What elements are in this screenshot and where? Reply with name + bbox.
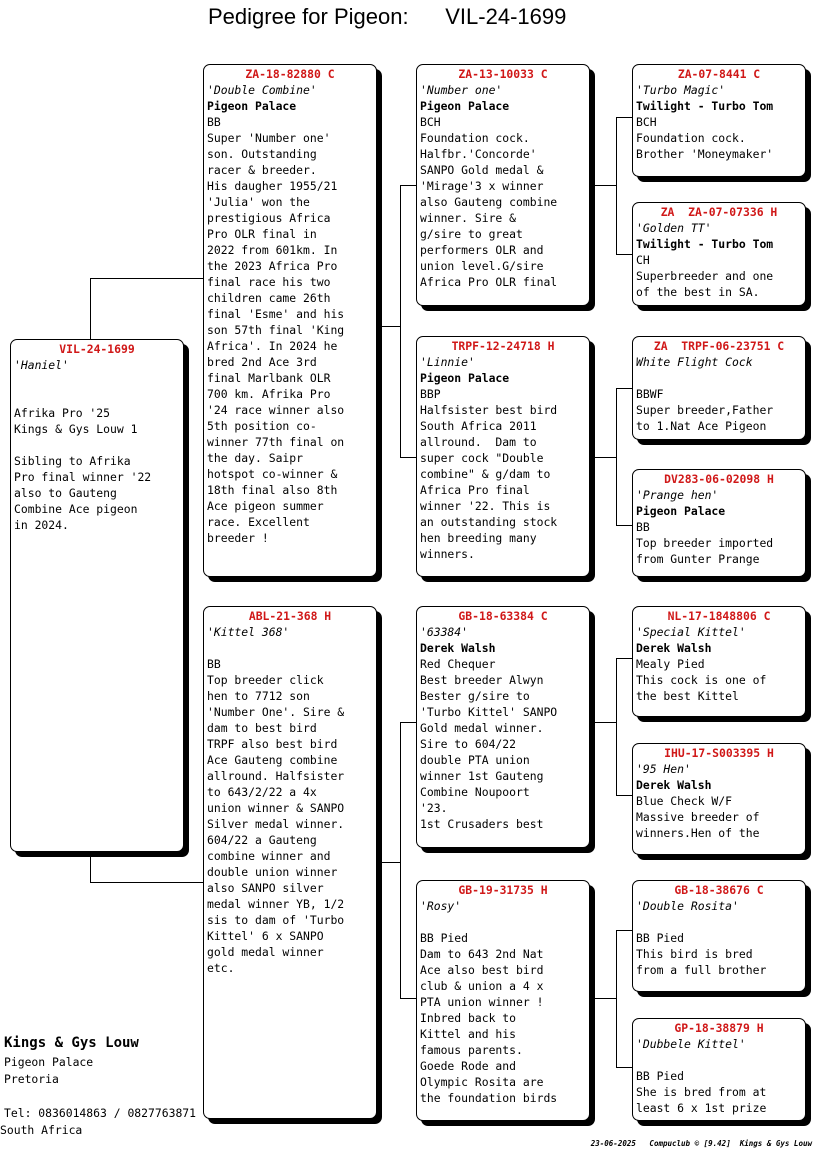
pigeon-name: 'Rosy' — [420, 899, 462, 913]
connector-line — [592, 185, 616, 186]
sire-sire-card[interactable] — [416, 64, 590, 306]
note-line: gold medal winner — [207, 945, 324, 959]
note-line: hotspot co-winner & — [207, 467, 338, 481]
note-line: BBWF — [636, 387, 664, 401]
ring-number: ABL-21-368 H — [248, 609, 332, 623]
sire-card[interactable] — [203, 64, 377, 577]
note-line: Gold medal winner. — [420, 721, 544, 735]
connector-line — [378, 326, 400, 327]
pigeon-name: White Flight Cock — [636, 355, 753, 369]
note-line: to 1.Nat Ace Pigeon — [636, 419, 767, 433]
note-line: winner '22. This is — [420, 499, 551, 513]
ring-number: NL-17-1848806 C — [667, 609, 771, 623]
note-line: Kittel and his — [420, 1027, 517, 1041]
note-line: Inbred back to — [420, 1011, 517, 1025]
note-line: double union winner — [207, 865, 338, 879]
note-line: Brother 'Moneymaker' — [636, 147, 774, 161]
note-line — [14, 373, 180, 389]
note-line: 700 km. Afrika Pro — [207, 387, 331, 401]
note-line: Pro OLR final in — [207, 227, 317, 241]
note-line: Superbreeder and one — [636, 269, 774, 283]
note-line: CH — [636, 253, 650, 267]
note-line: sis to dam of 'Turbo — [207, 913, 345, 927]
owner-name: Derek Walsh — [636, 641, 712, 655]
ring-number: GB-19-31735 H — [458, 883, 548, 897]
connector-line — [616, 658, 617, 795]
note-line: BB — [207, 657, 221, 671]
note-line: South Africa 2011 — [420, 419, 537, 433]
sds-card[interactable] — [632, 336, 806, 440]
note-line: hen breeding many — [420, 531, 537, 545]
note-line: BB Pied — [420, 931, 469, 945]
ring-number: ZA-18-82880 C — [245, 67, 335, 81]
note-line: Ace also best bird — [420, 963, 544, 977]
note-line: Dam to 643 2nd Nat — [420, 947, 544, 961]
connector-line — [616, 117, 632, 118]
sss-card[interactable] — [632, 64, 806, 177]
sdd-card[interactable] — [632, 469, 806, 577]
dam-dam-card[interactable] — [416, 880, 590, 1121]
pigeon-notes — [420, 114, 586, 290]
note-line: allround. Halfsister — [207, 769, 345, 783]
note-line: an outstanding stock — [420, 515, 558, 529]
pigeon-name: 'Kittel 368' — [207, 625, 290, 639]
note-line: dam to best bird — [207, 721, 317, 735]
note-line: BB — [636, 520, 650, 534]
note-line: Combine Ace pigeon — [14, 502, 138, 516]
pigeon-name: 'Linnie' — [420, 355, 475, 369]
note-line: This cock is one of — [636, 673, 767, 687]
pigeon-notes — [636, 1068, 802, 1116]
note-line: Goede Rode and — [420, 1059, 517, 1073]
note-line: super cock "Double — [420, 451, 544, 465]
ring-number: TRPF-12-24718 H — [451, 339, 555, 353]
subject-card[interactable] — [10, 339, 184, 852]
pigeon-name: 'Special Kittel' — [636, 625, 746, 639]
connector-line — [616, 1067, 632, 1068]
note-line: the 2023 Africa Pro — [207, 259, 338, 273]
ring-number: GP-18-38879 H — [674, 1021, 764, 1035]
note-line: the day. Saipr — [207, 451, 304, 465]
pigeon-notes — [420, 656, 586, 832]
note-line: performers OLR and — [420, 243, 544, 257]
connector-line — [400, 722, 416, 723]
note-line: BBP — [420, 387, 441, 401]
breeder-country: South Africa — [0, 1123, 83, 1137]
note-line: etc. — [207, 961, 235, 975]
note-line: bred 2nd Ace 3rd — [207, 355, 317, 369]
note-line: hen to 7712 son — [207, 689, 310, 703]
note-line: Ace pigeon summer — [207, 499, 324, 513]
pigeon-notes — [14, 373, 180, 533]
connector-line — [616, 117, 617, 254]
note-line: She is bred from at — [636, 1085, 767, 1099]
note-line: breeder ! — [207, 531, 269, 545]
note-line: in 2024. — [14, 518, 69, 532]
note-line: race. Excellent — [207, 515, 310, 529]
pigeon-notes — [636, 656, 802, 704]
connector-line — [616, 930, 617, 1067]
note-line: Red Chequer — [420, 657, 496, 671]
note-line: 18th final also 8th — [207, 483, 338, 497]
note-line: Blue Check W/F — [636, 794, 733, 808]
note-line: BCH — [420, 115, 441, 129]
connector-line — [400, 722, 401, 998]
connector-line — [616, 388, 617, 525]
connector-line — [90, 882, 204, 883]
pigeon-name: 'Double Combine' — [207, 83, 317, 97]
note-line: racer & breeder. — [207, 163, 317, 177]
note-line: Mealy Pied — [636, 657, 705, 671]
owner-name: Twilight - Turbo Tom — [636, 99, 774, 113]
owner-name: Pigeon Palace — [420, 371, 510, 385]
pigeon-name: 'Number one' — [420, 83, 503, 97]
note-line: Africa Pro OLR final — [420, 275, 558, 289]
note-line: Super 'Number one' — [207, 131, 331, 145]
owner-name: Twilight - Turbo Tom — [636, 237, 774, 251]
ring-number: DV283-06-02098 H — [664, 472, 774, 486]
pigeon-notes — [636, 519, 802, 567]
pigeon-name: '63384' — [420, 625, 469, 639]
ring-number: GB-18-38676 C — [674, 883, 764, 897]
note-line: least 6 x 1st prize — [636, 1101, 767, 1115]
note-line: Foundation cock. — [636, 131, 746, 145]
note-line: 'Julia' won the — [207, 195, 310, 209]
note-line: Sibling to Afrika — [14, 454, 131, 468]
note-line: union level.G/sire — [420, 259, 544, 273]
owner-name — [636, 914, 802, 930]
note-line: Top breeder imported — [636, 536, 774, 550]
pigeon-name: 'Golden TT' — [636, 221, 712, 235]
connector-line — [616, 254, 632, 255]
sire-dam-card[interactable] — [416, 336, 590, 577]
note-line: 'Turbo Kittel' SANPO — [420, 705, 558, 719]
ring-number: ZA-13-10033 C — [458, 67, 548, 81]
note-line: BB Pied — [636, 931, 685, 945]
note-line: Africa Pro final — [420, 483, 530, 497]
owner-name — [420, 914, 586, 930]
note-line: the best Kittel — [636, 689, 739, 703]
note-line: Olympic Rosita are — [420, 1075, 544, 1089]
note-line: club & union a 4 x — [420, 979, 544, 993]
note-line: Silver medal winner. — [207, 817, 345, 831]
note-line: to 643/2/22 a 4x — [207, 785, 317, 799]
pigeon-notes — [636, 386, 802, 434]
owner-name: Pigeon Palace — [207, 99, 297, 113]
connector-line — [616, 658, 632, 659]
owner-name: Pigeon Palace — [420, 99, 510, 113]
note-line: children came 26th — [207, 291, 331, 305]
note-line: 604/22 a Gauteng — [207, 833, 317, 847]
ring-number: ZA TRPF-06-23751 C — [653, 339, 785, 353]
pigeon-name: 'Haniel' — [14, 358, 69, 372]
owner-name: Derek Walsh — [420, 641, 496, 655]
owner-name: Pigeon Palace — [636, 504, 726, 518]
pigeon-name: 'Double Rosita' — [636, 899, 739, 913]
owner-name — [636, 370, 802, 386]
note-line: medal winner YB, 1/2 — [207, 897, 345, 911]
note-line: BB Pied — [636, 1069, 685, 1083]
ddd-card[interactable] — [632, 1018, 806, 1121]
note-line: Best breeder Alwyn — [420, 673, 544, 687]
dam-sire-card[interactable] — [416, 606, 590, 848]
breeder-name: Kings & Gys Louw — [4, 1035, 139, 1051]
note-line: SANPO Gold medal & — [420, 163, 544, 177]
connector-line — [616, 795, 632, 796]
breeder-phone: Tel: 0836014863 / 0827763871 — [4, 1106, 197, 1120]
pigeon-notes — [420, 930, 586, 1106]
note-line: final race his two — [207, 275, 331, 289]
connector-line — [616, 930, 632, 931]
note-line: Halfbr.'Concorde' — [420, 147, 537, 161]
note-line: union winner & SANPO — [207, 801, 345, 815]
pigeon-notes — [636, 252, 802, 300]
note-line: son 57th final 'King — [207, 323, 345, 337]
note-line: Ace Gauteng combine — [207, 753, 338, 767]
connector-line — [378, 862, 400, 863]
note-line: 'Number One'. Sire & — [207, 705, 345, 719]
note-line: winners. — [420, 547, 475, 561]
pigeon-notes — [420, 386, 586, 562]
breeder-loft: Pigeon Palace — [4, 1055, 94, 1069]
note-line: 5th position co- — [207, 419, 317, 433]
note-line: Halfsister best bird — [420, 403, 558, 417]
note-line: Pro final winner '22 — [14, 470, 152, 484]
connector-line — [90, 278, 91, 340]
note-line: g/sire to great — [420, 227, 523, 241]
note-line: prestigious Africa — [207, 211, 331, 225]
connector-line — [400, 185, 416, 186]
owner-name: Derek Walsh — [636, 778, 712, 792]
note-line — [14, 389, 180, 405]
note-line — [14, 437, 180, 453]
note-line: Combine Noupoort — [420, 785, 530, 799]
note-line: Afrika Pro '25 — [14, 406, 111, 420]
connector-line — [592, 998, 616, 999]
note-line: Foundation cock. — [420, 131, 530, 145]
note-line: 1st Crusaders best — [420, 817, 544, 831]
ring-number: VIL-24-1699 — [59, 342, 135, 356]
note-line: BCH — [636, 115, 657, 129]
dsd-card[interactable] — [632, 743, 806, 855]
note-line: also to Gauteng — [14, 486, 117, 500]
owner-name — [207, 640, 373, 656]
note-line: winners.Hen of the — [636, 826, 760, 840]
note-line: Top breeder click — [207, 673, 324, 687]
note-line: winner. Sire & — [420, 211, 517, 225]
page-title: Pedigree for Pigeon: VIL-24-1699 — [208, 4, 567, 29]
note-line: winner 1st Gauteng — [420, 769, 544, 783]
ring-number: ZA-07-8441 C — [677, 67, 761, 81]
ssd-card[interactable] — [632, 202, 806, 306]
note-line: This bird is bred — [636, 947, 753, 961]
connector-line — [90, 278, 204, 279]
note-line: of the best in SA. — [636, 285, 760, 299]
note-line: from Gunter Prange — [636, 552, 760, 566]
pigeon-notes — [207, 656, 373, 976]
connector-line — [616, 388, 632, 389]
note-line: combine" & g/dam to — [420, 467, 551, 481]
note-line: final Marlbank OLR — [207, 371, 331, 385]
note-line: '24 race winner also — [207, 403, 345, 417]
note-line: allround. Dam to — [420, 435, 537, 449]
note-line: His daugher 1955/21 — [207, 179, 338, 193]
note-line: famous parents. — [420, 1043, 523, 1057]
note-line: 'Mirage'3 x winner — [420, 179, 544, 193]
pigeon-name: 'Prange hen' — [636, 488, 719, 502]
connector-line — [400, 998, 416, 999]
note-line: PTA union winner ! — [420, 995, 544, 1009]
note-line: 2022 from 601km. In — [207, 243, 338, 257]
ring-number: IHU-17-S003395 H — [664, 746, 774, 760]
pigeon-notes — [636, 930, 802, 978]
owner-name — [636, 1052, 802, 1068]
pigeon-notes — [636, 793, 802, 841]
footer-credit: 23-06-2025 Compuclub © [9.42] Kings & Gys Louw — [590, 1139, 812, 1148]
pigeon-name: '95 Hen' — [636, 762, 691, 776]
note-line: the foundation birds — [420, 1091, 558, 1105]
connector-line — [400, 185, 401, 457]
pigeon-notes — [207, 114, 373, 546]
breeder-info — [0, 1035, 197, 1139]
ring-number: ZA ZA-07-07336 H — [660, 205, 778, 219]
note-line: Sire to 604/22 — [420, 737, 517, 751]
pigeon-notes — [636, 114, 802, 162]
note-line: BB — [207, 115, 221, 129]
note-line: '23. — [420, 801, 448, 815]
note-line: Kings & Gys Louw 1 — [14, 422, 138, 436]
note-line: Kittel' 6 x SANPO — [207, 929, 324, 943]
note-line: also SANPO silver — [207, 881, 324, 895]
note-line: double PTA union — [420, 753, 530, 767]
note-line: also Gauteng combine — [420, 195, 558, 209]
note-line: combine winner and — [207, 849, 331, 863]
note-line: Africa'. In 2024 he — [207, 339, 338, 353]
connector-line — [592, 457, 616, 458]
breeder-city: Pretoria — [4, 1072, 59, 1086]
connector-line — [400, 457, 416, 458]
note-line: final 'Esme' and his — [207, 307, 345, 321]
note-line: from a full brother — [636, 963, 767, 977]
dss-card[interactable] — [632, 606, 806, 717]
connector-line — [90, 852, 91, 882]
pigeon-name: 'Dubbele Kittel' — [636, 1037, 746, 1051]
note-line: Super breeder,Father — [636, 403, 774, 417]
pigeon-name: 'Turbo Magic' — [636, 83, 726, 97]
ring-number: GB-18-63384 C — [458, 609, 548, 623]
breeder-spacer — [4, 1088, 196, 1105]
note-line: TRPF also best bird — [207, 737, 338, 751]
note-line: Bester g/sire to — [420, 689, 530, 703]
note-line: Massive breeder of — [636, 810, 760, 824]
note-line: son. Outstanding — [207, 147, 317, 161]
note-line: winner 77th final on — [207, 435, 345, 449]
dam-card[interactable] — [203, 606, 377, 1119]
connector-line — [616, 525, 632, 526]
dds-card[interactable] — [632, 880, 806, 992]
connector-line — [592, 722, 616, 723]
